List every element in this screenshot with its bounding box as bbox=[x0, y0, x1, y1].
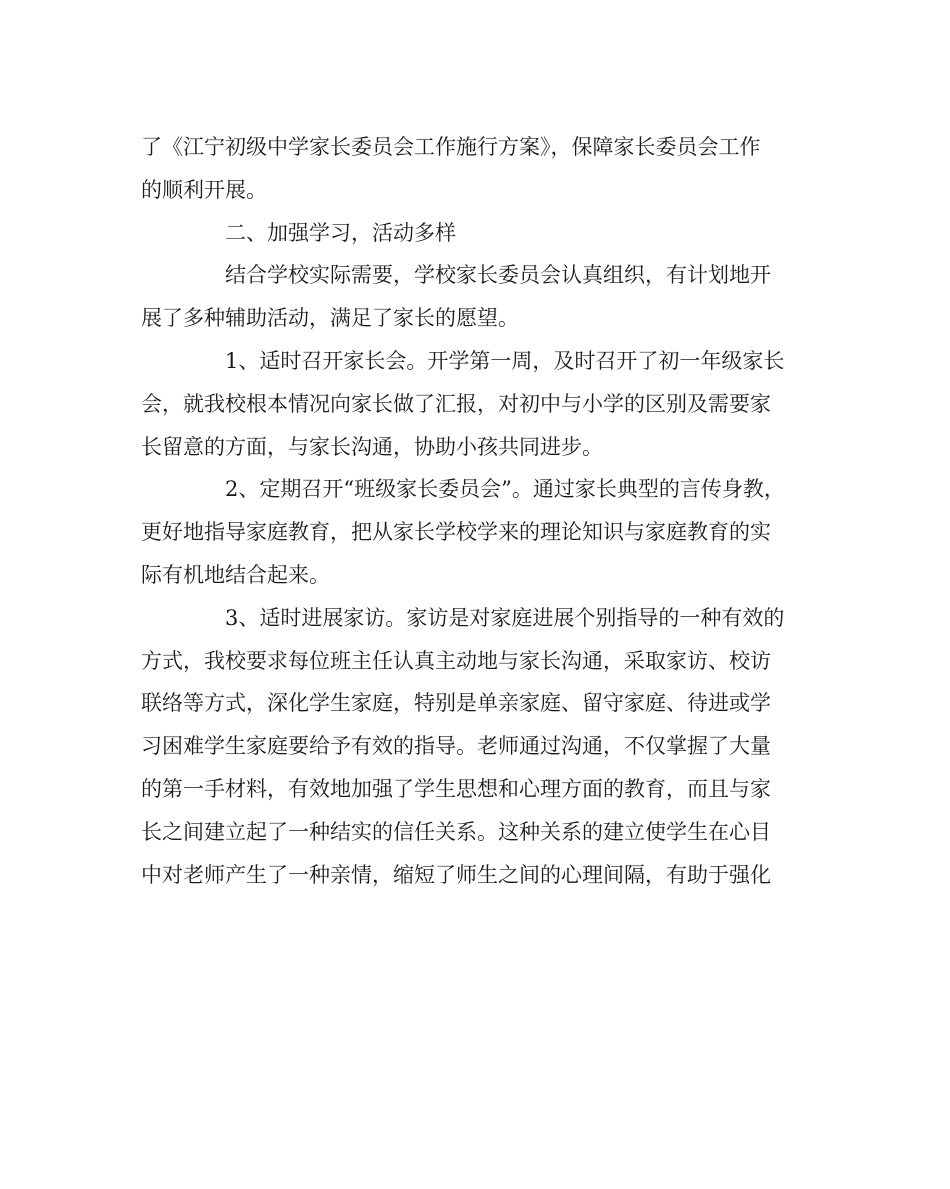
text-line: 联络等方式，深化学生家庭，特别是单亲家庭、留守家庭、待进或学 bbox=[141, 691, 771, 716]
paragraph-intro bbox=[141, 254, 821, 340]
text-line: 3、适时进展家访。家访是对家庭进展个别指导的一种有效的 bbox=[225, 605, 785, 630]
text-line: 习困难学生家庭要给予有效的指导。老师通过沟通，不仅掌握了大量 bbox=[141, 734, 771, 759]
text-line: 1、适时召开家长会。开学第一周，及时召开了初一年级家长 bbox=[225, 348, 785, 373]
heading-line: 二、加强学习，活动多样 bbox=[225, 220, 456, 245]
text-line: 展了多种辅助活动，满足了家长的愿望。 bbox=[141, 306, 519, 331]
paragraph-item-3 bbox=[141, 597, 821, 897]
text-line: 2、定期召开“班级家长委员会”。通过家长典型的言传身教， bbox=[225, 477, 785, 502]
section-heading bbox=[141, 212, 821, 255]
text-line: 的顺利开展。 bbox=[141, 177, 267, 202]
text-line: 长留意的方面，与家长沟通，协助小孩共同进步。 bbox=[141, 434, 603, 459]
text-line: 结合学校实际需要，学校家长委员会认真组织，有计划地开 bbox=[225, 263, 771, 288]
text-line: 际有机地结合起来。 bbox=[141, 562, 330, 587]
text-line: 的第一手材料，有效地加强了学生思想和心理方面的教育，而且与家 bbox=[141, 776, 771, 801]
paragraph-continuation bbox=[141, 126, 821, 212]
text-line: 会，就我校根本情况向家长做了汇报，对初中与小学的区别及需要家 bbox=[141, 391, 771, 416]
text-line: 了《江宁初级中学家长委员会工作施行方案》，保障家长委员会工作 bbox=[141, 135, 761, 159]
body-text bbox=[141, 126, 821, 896]
paragraph-item-1 bbox=[141, 340, 821, 468]
text-line: 方式，我校要求每位班主任认真主动地与家长沟通，采取家访、校访 bbox=[141, 648, 771, 673]
text-line: 长之间建立起了一种结实的信任关系。这种关系的建立使学生在心目 bbox=[141, 819, 771, 844]
paragraph-item-2 bbox=[141, 468, 821, 596]
text-line: 中对老师产生了一种亲情，缩短了师生之间的心理间隔，有助于强化 bbox=[141, 862, 771, 887]
text-line: 更好地指导家庭教育，把从家长学校学来的理论知识与家庭教育的实 bbox=[141, 520, 771, 545]
